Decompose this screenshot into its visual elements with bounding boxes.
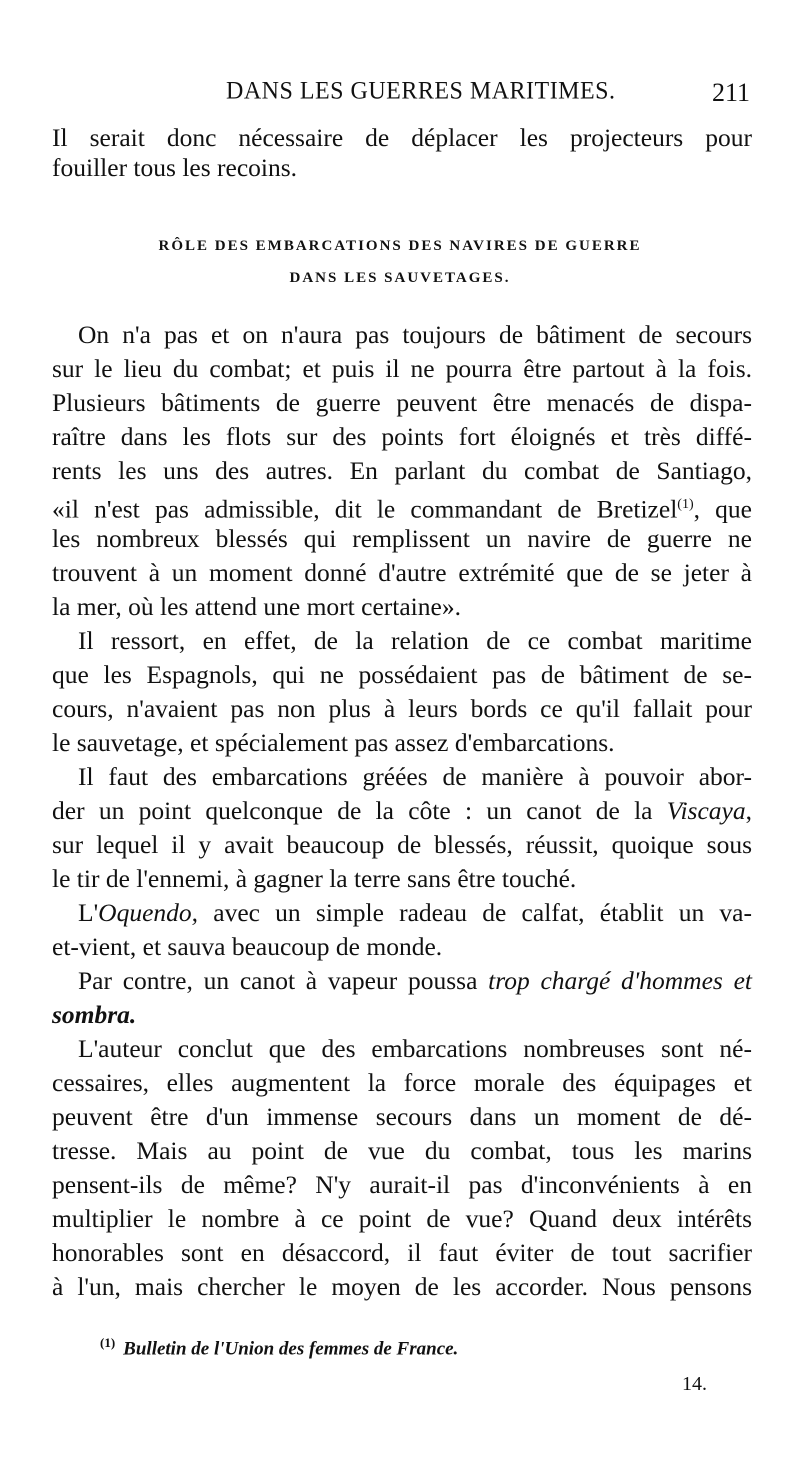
footnote-text: Bulletin de l'Union des femmes de France. bbox=[123, 1338, 459, 1360]
text-line: cours, n'avaient pas non plus à leurs bords ce qu'il fallait pour bbox=[52, 694, 752, 723]
text-line: peuvent être d'un immense secours dans un moment de dé- bbox=[52, 1102, 752, 1131]
text-line: Plusieurs bâtiments de guerre peuvent être menacés de dispa- bbox=[52, 388, 752, 417]
running-title: DANS LES GUERRES MARITIMES. bbox=[226, 77, 616, 105]
text-line: honorables sont en désaccord, il faut éviter de tout sacrifier bbox=[52, 1238, 752, 1267]
text-line bbox=[52, 1000, 752, 1030]
text-line: sur le lieu du combat; et puis il ne pourra être partout à la fois. bbox=[52, 354, 752, 383]
ship-name: Oquendo, bbox=[98, 898, 199, 927]
text-line: L'auteur conclut que des embarcations nombreuses sont né- bbox=[78, 1034, 752, 1063]
page-number: 211 bbox=[712, 78, 751, 107]
signature-mark: 14. bbox=[682, 1373, 707, 1395]
text-line: rents les uns des autres. En parlant du combat de Santiago, bbox=[52, 456, 752, 485]
text-span: der un point quelconque de la côte : un canot de la bbox=[52, 796, 667, 825]
text-span: «il n'est pas admissible, dit le commandant de Bretizel bbox=[52, 494, 678, 524]
text-line: raître dans les flots sur des points fort éloignés et très diffé- bbox=[52, 422, 752, 451]
footnote-mark: (1) bbox=[100, 1335, 116, 1350]
ship-name: Viscaya bbox=[666, 796, 746, 825]
text-line bbox=[78, 966, 752, 996]
text-span: Par contre, un canot à vapeur poussa bbox=[78, 966, 489, 995]
text-line bbox=[52, 490, 752, 525]
text-line: le tir de l'ennemi, à gagner la terre sans être touché. bbox=[52, 864, 577, 893]
text-span: , bbox=[745, 796, 752, 825]
page-header bbox=[0, 78, 800, 108]
text-line: à l'un, mais chercher le moyen de les accorder. Nous pensons bbox=[52, 1272, 752, 1301]
text-span: L' bbox=[78, 898, 99, 927]
text-line: Il ressort, en effet, de la relation de ce combat maritime bbox=[78, 626, 752, 655]
text-line: sur lequel il y avait beaucoup de blessés, réussit, quoique sous bbox=[52, 830, 752, 859]
text-line: la mer, où les attend une mort certaine». bbox=[52, 592, 461, 621]
text-line: fouiller tous les recoins. bbox=[52, 153, 298, 182]
text-line bbox=[78, 898, 752, 928]
text-line: Il faut des embarcations gréées de manière à pouvoir abor- bbox=[78, 762, 752, 791]
text-line: et-vient, et sauva beaucoup de monde. bbox=[52, 932, 443, 961]
text-line: cessaires, elles augmentent la force morale des équipages et bbox=[52, 1068, 752, 1097]
text-line: que les Espagnols, qui ne possédaient pas de bâtiment de se- bbox=[52, 660, 752, 689]
text-span: , que bbox=[693, 494, 752, 524]
text-line: tresse. Mais au point de vue du combat, tous les marins bbox=[52, 1136, 752, 1165]
text-line: le sauvetage, et spécialement pas assez d'embarcations. bbox=[52, 728, 615, 757]
text-line: trouvent à un moment donné d'autre extrémité que de se jeter à bbox=[52, 558, 752, 587]
text-line: multiplier le nombre à ce point de vue? Quand deux intérêts bbox=[52, 1204, 752, 1233]
footnote bbox=[100, 1335, 458, 1360]
italic-text: sombra. bbox=[52, 1000, 137, 1029]
text-line: les nombreux blessés qui remplissent un navire de guerre ne bbox=[52, 524, 752, 553]
text-line: On n'a pas et on n'aura pas toujours de bâtiment de secours bbox=[78, 320, 752, 349]
italic-text: trop chargé d'hommes et bbox=[488, 966, 752, 995]
footnote-reference: (1) bbox=[677, 497, 694, 512]
section-heading: DANS LES SAUVETAGES. bbox=[289, 270, 511, 286]
text-line: pensent-ils de même? N'y aurait-il pas d'inconvénients à en bbox=[52, 1170, 752, 1199]
text-span: avec un simple radeau de calfat, établit un va- bbox=[198, 898, 752, 927]
text-line: Il serait donc nécessaire de déplacer les projecteurs pour bbox=[52, 123, 752, 152]
section-heading: RÔLE DES EMBARCATIONS DES NAVIRES DE GUERRE bbox=[158, 238, 642, 254]
text-line bbox=[52, 796, 752, 826]
